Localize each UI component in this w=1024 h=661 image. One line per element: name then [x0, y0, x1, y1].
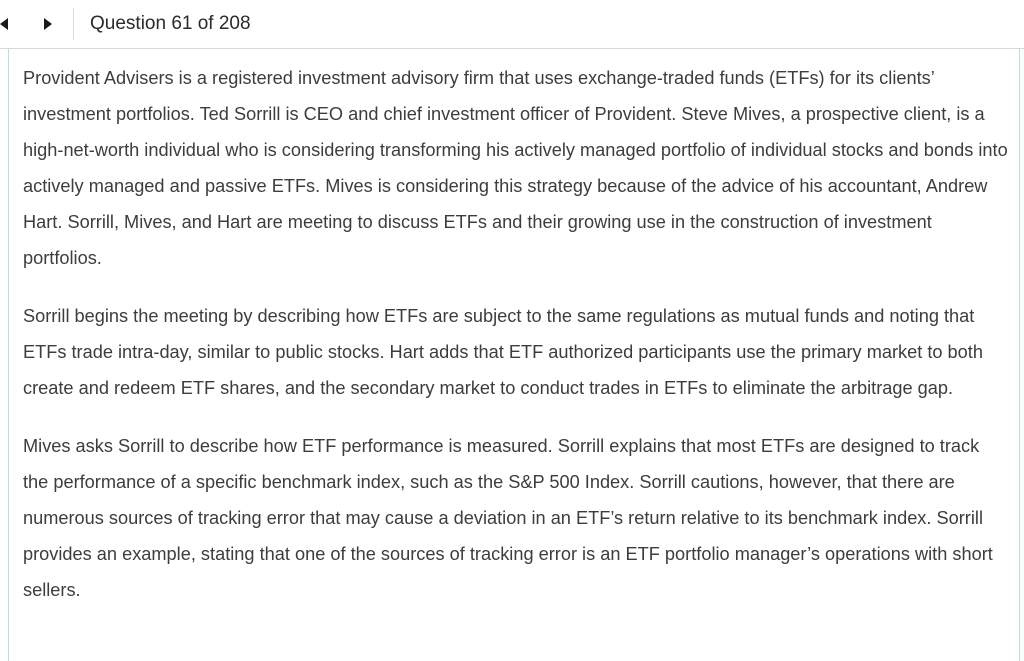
passage-paragraph-1: Provident Advisers is a registered investment advisory firm that uses exchange-traded funds (ETFs) for its clients’ investment portfolios. Ted Sorrill is CEO and chief investment officer of Provident. Steve Mives, a prospective client, is a high-net-worth individual who is considering transforming his actively managed portfolio of individual stocks and bonds into actively managed and passive ETFs. Mives is considering this strategy because of the advice of his accountant, Andrew Hart. Sorrill, Mives, and Hart are meeting to discuss ETFs and their growing use in the construction of investment portfolios.	[23, 68, 1008, 268]
passage-paragraph-2: Sorrill begins the meeting by describing how ETFs are subject to the same regulations as mutual funds and noting that ETFs trade intra-day, similar to public stocks. Hart adds that ETF authorized participants use the primary market to both create and redeem ETF shares, and the secondary market to conduct trades in ETFs to eliminate the arbitrage gap.	[23, 306, 983, 398]
nav-divider	[73, 8, 74, 40]
question-counter: Question 61 of 208	[90, 13, 251, 34]
triangle-left-icon	[0, 18, 8, 30]
question-nav-bar	[0, 0, 1024, 49]
triangle-right-icon	[44, 18, 52, 30]
passage-right-border	[1019, 49, 1020, 661]
passage-left-border	[8, 49, 9, 661]
previous-question-button[interactable]	[0, 14, 14, 34]
next-question-button[interactable]	[38, 14, 58, 34]
passage-paragraph-3: Mives asks Sorrill to describe how ETF performance is measured. Sorrill explains that most ETFs are designed to track the performance of a specific benchmark index, such as the S&P 500 Index. Sorrill cautions, however, that there are numerous sources of tracking error that may cause a deviation in an ETF’s return relative to its benchmark index. Sorrill provides an example, stating that one of the sources of tracking error is an ETF portfolio manager’s operations with short sellers.	[23, 436, 993, 600]
passage-text	[23, 60, 1008, 630]
